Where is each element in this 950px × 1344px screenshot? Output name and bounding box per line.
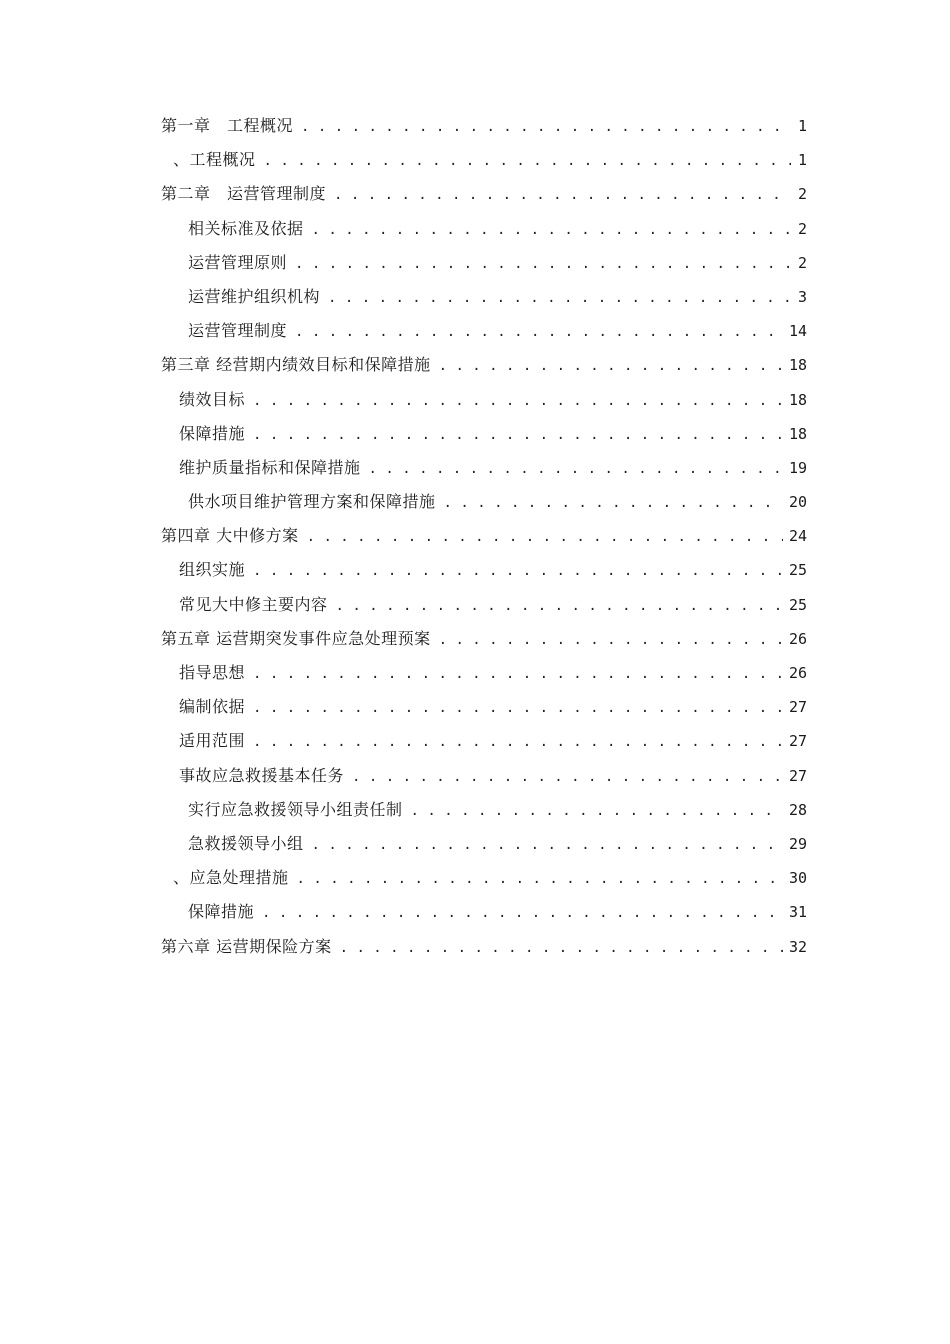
toc-entry-title: 、应急处理措施 <box>173 868 289 888</box>
toc-entry-page: 26 <box>788 629 807 648</box>
toc-entry-title: 组织实施 <box>179 560 246 580</box>
toc-entry-page: 25 <box>788 595 807 614</box>
toc-entry-title: 保障措施 <box>179 423 246 443</box>
toc-entry[interactable] <box>161 663 807 697</box>
toc-leader-dots <box>253 391 783 411</box>
toc-leader-dots <box>253 425 783 445</box>
toc-entry[interactable] <box>161 560 807 594</box>
toc-entry[interactable] <box>161 458 807 492</box>
toc-leader-dots <box>439 356 783 376</box>
toc-entry-title: 急救援领导小组 <box>188 833 304 853</box>
toc-leader-dots <box>307 527 783 547</box>
toc-entry-page: 24 <box>788 527 807 546</box>
toc-leader-dots <box>439 630 783 650</box>
toc-leader-dots <box>369 459 783 479</box>
toc-leader-dots <box>336 596 783 616</box>
toc-entry-page: 18 <box>788 390 807 409</box>
toc-entry-page: 27 <box>788 766 807 785</box>
toc-entry-page: 18 <box>788 424 807 443</box>
toc-entry-title: 适用范围 <box>179 731 246 751</box>
toc-entry-title: 维护质量指标和保障措施 <box>179 457 361 477</box>
toc-entry-title: 第五章 运营期突发事件应急处理预案 <box>161 628 431 648</box>
toc-leader-dots <box>444 493 783 513</box>
toc-entry-title: 保障措施 <box>188 902 255 922</box>
toc-entry-title: 运营管理制度 <box>188 321 288 341</box>
toc-entry[interactable] <box>161 150 807 184</box>
toc-entry-page: 27 <box>788 732 807 751</box>
toc-entry[interactable] <box>161 424 807 458</box>
toc-entry-title: 常见大中修主要内容 <box>179 594 328 614</box>
toc-entry[interactable] <box>161 321 807 355</box>
toc-entry[interactable] <box>161 253 807 287</box>
toc-leader-dots <box>253 732 783 752</box>
toc-entry[interactable] <box>161 868 807 902</box>
toc-entry[interactable] <box>161 184 807 218</box>
toc-entry-page: 1 <box>797 151 807 170</box>
toc-entry-title: 实行应急救援领导小组责任制 <box>188 799 403 819</box>
toc-entry-title: 第三章 经营期内绩效目标和保障措施 <box>161 355 431 375</box>
toc-entry-page: 14 <box>788 322 807 341</box>
toc-entry[interactable] <box>161 219 807 253</box>
toc-entry-title: 第四章 大中修方案 <box>161 526 299 546</box>
toc-entry-page: 26 <box>788 664 807 682</box>
toc-entry-page: 27 <box>788 698 807 717</box>
toc-entry-page: 18 <box>788 356 807 375</box>
toc-entry-title: 相关标准及依据 <box>188 218 304 238</box>
toc-leader-dots <box>312 835 783 855</box>
toc-entry[interactable] <box>161 731 807 765</box>
toc-entry-page: 1 <box>797 117 807 135</box>
toc-entry[interactable] <box>161 766 807 800</box>
toc-entry-page: 2 <box>797 219 807 238</box>
toc-entry-page: 19 <box>788 458 807 477</box>
toc-entry[interactable] <box>161 390 807 424</box>
toc-entry[interactable] <box>161 492 807 526</box>
toc-entry-page: 32 <box>788 937 807 956</box>
toc-entry-title: 第六章 运营期保险方案 <box>161 936 332 956</box>
toc-leader-dots <box>411 801 783 821</box>
toc-entry-title: 、工程概况 <box>173 150 256 170</box>
toc-entry[interactable] <box>161 116 807 150</box>
toc-entry-title: 运营管理原则 <box>188 252 288 272</box>
toc-entry-title: 编制依据 <box>179 697 246 717</box>
toc-entry[interactable] <box>161 697 807 731</box>
toc-entry-page: 20 <box>788 493 807 512</box>
toc-leader-dots <box>334 185 791 205</box>
toc-entry-page: 2 <box>797 185 807 204</box>
toc-entry-page: 30 <box>788 869 807 888</box>
toc-entry-page: 2 <box>797 253 807 272</box>
toc-leader-dots <box>253 664 783 684</box>
toc-leader-dots <box>264 151 791 171</box>
toc-entry-title: 事故应急救援基本任务 <box>179 765 345 785</box>
toc-entry-page: 25 <box>788 561 807 580</box>
toc-leader-dots <box>262 903 783 923</box>
table-of-contents <box>161 116 807 971</box>
toc-leader-dots <box>312 220 791 240</box>
toc-entry-title: 指导思想 <box>179 663 246 682</box>
toc-entry-title: 运营维护组织机构 <box>188 286 321 306</box>
toc-entry-page: 31 <box>788 903 807 922</box>
toc-entry[interactable] <box>161 355 807 389</box>
toc-entry[interactable] <box>161 902 807 936</box>
toc-entry-title: 第一章 工程概况 <box>161 116 294 135</box>
toc-entry-page: 3 <box>797 287 807 306</box>
toc-entry-page: 29 <box>788 834 807 853</box>
toc-entry[interactable] <box>161 287 807 321</box>
toc-leader-dots <box>295 254 791 274</box>
toc-entry-title: 第二章 运营管理制度 <box>161 184 327 204</box>
toc-entry[interactable] <box>161 834 807 868</box>
toc-leader-dots <box>297 869 783 889</box>
toc-leader-dots <box>253 561 783 581</box>
toc-entry-title: 供水项目维护管理方案和保障措施 <box>188 492 436 512</box>
toc-entry-title: 绩效目标 <box>179 389 246 409</box>
toc-leader-dots <box>253 698 783 718</box>
toc-leader-dots <box>295 322 783 342</box>
toc-entry[interactable] <box>161 629 807 663</box>
toc-leader-dots <box>352 767 783 787</box>
toc-leader-dots <box>340 938 783 958</box>
toc-entry[interactable] <box>161 800 807 834</box>
toc-entry[interactable] <box>161 595 807 629</box>
toc-entry-page: 28 <box>788 800 807 819</box>
toc-leader-dots <box>328 288 791 308</box>
toc-entry[interactable] <box>161 937 807 971</box>
toc-leader-dots <box>301 117 791 137</box>
toc-entry[interactable] <box>161 526 807 560</box>
